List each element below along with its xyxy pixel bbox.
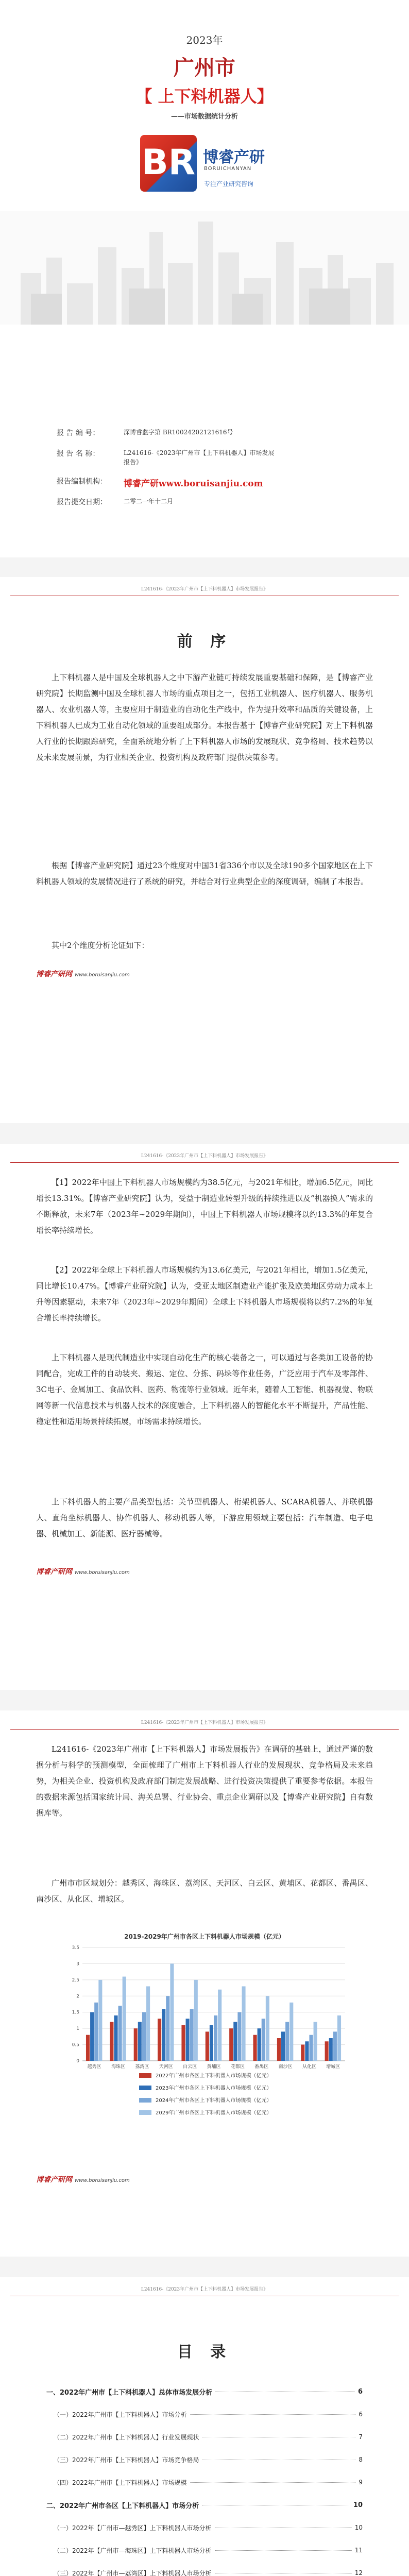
x-tick-label: 白云区 (183, 2064, 197, 2070)
bar (142, 2012, 146, 2061)
legend-label: 2024年广州市各区上下料机器人市场规模（亿元） (156, 2098, 272, 2104)
bar (194, 1980, 198, 2061)
legend-swatch (139, 2086, 151, 2090)
x-tick-label: 越秀区 (87, 2064, 101, 2070)
toc-entry-text: 一、2022年广州市【上下料机器人】总体市场发展分析 (46, 2388, 213, 2397)
bar (289, 2003, 293, 2061)
cover-city: 广州市 (174, 56, 235, 80)
running-header: L241616-《2023年广州市【上下料机器人】市场发展报告》 (10, 583, 399, 596)
body-paragraph: 广州市市区域划分：越秀区、海珠区、荔湾区、天河区、白云区、黄埔区、花都区、番禺区、南沙区、从化区、增城区。 (36, 1878, 373, 1904)
watermark-url[interactable]: www.boruisanjiu.com (74, 972, 130, 978)
region-page (0, 1710, 409, 2257)
watermark-url[interactable]: www.boruisanjiu.com (74, 1570, 130, 1575)
toc-page (0, 2277, 409, 2576)
body-paragraph: 上下料机器人是现代制造业中实现自动化生产的核心装备之一，可以通过与各类加工设备的协同配合，完成工件的自动装夹、搬运、定位、分拣、码垛等作业任务，广泛应用于汽车及零部件、3C电子、金属加工、食品饮料、医药、物流等行业领域。近年来，随着人工智能、机器视觉、物联网等新一代信息技术与机器人技术的深度融合，上下料机器人的智能化水平不断提升，产品性能、稳定性和适用场景持续拓展，市场需求持续增长。 (36, 1353, 373, 1426)
bar (123, 1977, 126, 2061)
bar (214, 2015, 217, 2061)
toc-entry[interactable] (46, 2494, 363, 2516)
body-paragraph: 上下料机器人的主要产品类型包括：关节型机器人、桁架机器人、SCARA机器人、并联机器人、直角坐标机器人、协作机器人、移动机器人等，下游应用领域主要包括：汽车制造、电子电器、机械加工、新能源、医疗器械等。 (36, 1497, 373, 1538)
info-label: 报告编制机构： (57, 478, 107, 486)
watermark-url[interactable]: www.boruisanjiu.com (74, 2178, 130, 2183)
toc-entry[interactable] (46, 2380, 363, 2403)
x-tick-label: 从化区 (302, 2064, 316, 2070)
info-value: 二零二一年十二月 (124, 498, 174, 505)
bar (170, 1963, 174, 2061)
footer-watermark (36, 969, 130, 979)
bar (325, 2041, 329, 2061)
legend-swatch (139, 2110, 151, 2115)
x-tick-label: 黄埔区 (207, 2064, 221, 2070)
legend-label: 2022年广州市各区上下料机器人市场规模（亿元） (156, 2073, 272, 2079)
toc-entry-page: 12 (354, 2569, 363, 2576)
toc-entry-text: （四）2022年广州市【上下料机器人】市场规模 (54, 2479, 187, 2486)
x-tick-label: 增城区 (326, 2064, 340, 2070)
legend-label: 2023年广州市各区上下料机器人市场规模（亿元） (156, 2086, 272, 2091)
preface-title: 前 序 (177, 633, 232, 651)
bar (262, 2019, 265, 2061)
preface-paragraph: 上下料机器人是中国及全球机器人之中下游产业链可持续发展重要基础和保障，是【博睿产业研究院】长期监测中国及全球机器人市场的重点项目之一，包括工业机器人、医疗机器人、服务机器人、农业机器人等，主要应用于制造业的自动化生产线中，作为提升效率和品质的关键设备，上下料机器人已成为工业自动化领域的重要组成部分。本报告基于【博睿产业研究院】对上下料机器人行业的长期跟踪研究，全面系统地分析了上下料机器人市场的发展现状、竞争格局、技术趋势以及未来发展前景，为行业相关企业、投资机构及政府部门提供决策参考。 (36, 673, 373, 762)
toc-entry[interactable] (46, 2471, 363, 2494)
toc-leader (190, 2482, 356, 2483)
toc-entry[interactable] (46, 2448, 363, 2471)
toc-entry-page: 10 (353, 2501, 363, 2509)
bar (305, 2041, 309, 2061)
bar (110, 2022, 113, 2061)
info-label: 报 告 名 称： (57, 450, 100, 458)
body-paragraph: 【1】2022年中国上下料机器人市场规模约为38.5亿元，与2021年相比，增加6.5亿元，同比增长13.31%。【博睿产业研究院】认为，受益于制造业转型升级的持续推进以及“机器换人”需求的不断释放，未来7年（2023年~2029年期间），中国上下料机器人市场规模将以约13.3%的年复合增长率持续增长。 (36, 1178, 373, 1235)
toc-entry[interactable] (46, 2426, 363, 2448)
bar (190, 2009, 194, 2061)
bar (146, 1986, 150, 2061)
info-value[interactable]: 博睿产研www.boruisanjiu.com (124, 479, 263, 489)
watermark-text: 博睿产研网 (36, 2176, 72, 2184)
cover-year: 2023年 (186, 34, 223, 46)
bar (233, 2022, 237, 2061)
toc-leader (202, 2504, 350, 2505)
toc-entry-page: 11 (354, 2547, 363, 2554)
toc-entry-page: 6 (359, 2411, 363, 2418)
market-page (0, 1144, 409, 1690)
bar (218, 1990, 221, 2061)
bar (181, 2025, 185, 2061)
toc-entry-text: （三）2022年【广州市—荔湾区】上下料机器人市场分析 (54, 2569, 212, 2576)
logo-cn: 博睿产研 (203, 148, 265, 166)
preface-paragraph: 其中2个维度分析论证如下： (52, 941, 149, 950)
running-header: L241616-《2023年广州市【上下料机器人】市场发展报告》 (10, 2283, 399, 2296)
toc-leader (215, 2572, 352, 2573)
brand-logo (140, 135, 274, 202)
y-tick-label: 0.5 (72, 2042, 79, 2048)
legend-swatch (139, 2073, 151, 2078)
bar (138, 2022, 142, 2061)
bar (242, 1986, 245, 2061)
region-bar-chart (62, 1942, 350, 2143)
bar (94, 2003, 98, 2061)
y-tick-label: 1 (76, 2026, 79, 2032)
bar (166, 1996, 169, 2061)
bar (253, 2035, 257, 2061)
toc-leader (215, 2550, 352, 2551)
toc-entry[interactable] (46, 2562, 363, 2576)
legend-label: 2029年广州市各区上下料机器人市场规模（亿元） (156, 2110, 272, 2116)
toc-title: 目 录 (177, 2343, 232, 2361)
preface-page (0, 577, 409, 1123)
bar (186, 2019, 190, 2061)
logo-pinyin: BORUICHANYAN (204, 166, 252, 172)
y-tick-label: 2 (76, 1994, 79, 1999)
footer-watermark (36, 1566, 130, 1577)
chart-title: 2019-2029年广州市各区上下料机器人市场规模（亿元） (124, 1933, 285, 1940)
toc-list (46, 2380, 363, 2576)
bar (285, 2022, 289, 2061)
running-header: L241616-《2023年广州市【上下料机器人】市场发展报告》 (10, 1717, 399, 1730)
bar (337, 2015, 341, 2061)
toc-leader (215, 2527, 352, 2528)
bar (281, 2031, 285, 2061)
body-paragraph: L241616-《2023年广州市【上下料机器人】市场发展报告》在调研的基础上，通过严谨的数据分析与科学的预测模型，全面梳理了广州市上下料机器人行业的发展现状、竞争格局及未来趋势，为相关企业、投资机构及政府部门制定发展战略、进行投资决策提供了重要参考依据。本报告的数据来源包括国家统计局、海关总署、行业协会、重点企业调研以及【博睿产业研究院】自有数据库等。 (36, 1744, 373, 1818)
bar (118, 2006, 122, 2061)
bar (162, 2009, 165, 2061)
info-label: 报告提交日期： (57, 498, 107, 506)
info-value: L241616-《2023年广州市【上下料机器人】市场发展报告》 (124, 449, 275, 466)
x-tick-label: 天河区 (159, 2064, 173, 2070)
bar (229, 2028, 233, 2061)
bar (114, 2015, 117, 2061)
toc-entry-page: 6 (357, 2387, 363, 2396)
bar (301, 2045, 304, 2061)
bar (86, 2035, 90, 2061)
logo-mark (140, 135, 197, 192)
toc-entry-page: 10 (354, 2524, 363, 2531)
bar (134, 2028, 138, 2061)
bar (206, 2031, 209, 2061)
x-tick-label: 海珠区 (111, 2064, 126, 2070)
y-tick-label: 2.5 (72, 1977, 79, 1983)
running-header: L241616-《2023年广州市【上下料机器人】市场发展报告》 (10, 1150, 399, 1163)
y-tick-label: 3.5 (72, 1945, 79, 1951)
toc-entry-text: （三）2022年广州市【上下料机器人】市场竞争格局 (54, 2456, 199, 2464)
toc-entry-text: （一）2022年广州市【上下料机器人】市场分析 (54, 2411, 187, 2418)
toc-entry-text: 二、2022年广州市各区【上下料机器人】市场分析 (46, 2502, 199, 2510)
toc-entry[interactable] (46, 2516, 363, 2539)
bar (90, 2012, 94, 2061)
info-value: 深博睿监字第 BR10024202121616号 (124, 429, 233, 436)
x-tick-label: 花都区 (230, 2064, 245, 2070)
toc-leader (190, 2414, 356, 2415)
toc-entry-page: 7 (359, 2433, 363, 2441)
toc-entry-page: 8 (359, 2456, 363, 2463)
bar (309, 2035, 313, 2061)
y-tick-label: 0 (76, 2059, 79, 2064)
bar (314, 2022, 317, 2061)
toc-entry[interactable] (46, 2539, 363, 2562)
bar (98, 1980, 102, 2061)
cover-product: 【 上下料机器人】 (135, 87, 274, 106)
x-tick-label: 荔湾区 (135, 2064, 149, 2070)
watermark-text: 博睿产研网 (36, 1568, 72, 1576)
toc-entry-text: （一）2022年【广州市—越秀区】上下料机器人市场分析 (54, 2524, 212, 2532)
toc-leader (202, 2459, 356, 2460)
watermark-text: 博睿产研网 (36, 970, 72, 978)
bar (266, 1996, 269, 2061)
y-tick-label: 3 (76, 1961, 79, 1967)
logo-letters: BR (141, 142, 196, 183)
x-tick-label: 南沙区 (278, 2064, 293, 2070)
toc-entry-text: （二）2022年【广州市—海珠区】上下料机器人市场分析 (54, 2547, 212, 2554)
bar (333, 2031, 337, 2061)
bar (237, 2012, 241, 2061)
bar (277, 2038, 281, 2061)
bar (210, 2025, 213, 2061)
bar (329, 2038, 333, 2061)
toc-leader (202, 2436, 356, 2437)
toc-entry-text: （二）2022年广州市【上下料机器人】行业发展现状 (54, 2433, 199, 2441)
legend-swatch (139, 2098, 151, 2103)
preface-paragraph: 根据【博睿产业研究院】通过23个维度对中国31省336个市以及全球190多个国家地区在上下料机器人领域的发展情况进行了系统的研究，并结合对行业典型企业的深度调研，编制了本报告。 (36, 861, 373, 886)
body-paragraph: 【2】2022年全球上下料机器人市场规模约为13.6亿美元，与2021年相比，增加1.5亿美元，同比增长10.47%。【博睿产业研究院】认为，受亚太地区制造业产能扩张及欧美地区劳动力成本上升等因素驱动，未来7年（2023年~2029年期间）全球上下料机器人市场规模将以约7.2%的年复合增长率持续增长。 (36, 1265, 373, 1323)
logo-tagline: 专注产业研究咨询 (204, 180, 254, 188)
footer-watermark (36, 2174, 130, 2184)
y-tick-label: 1.5 (72, 2010, 79, 2015)
info-label: 报 告 编 号： (57, 429, 100, 437)
x-tick-label: 番禺区 (254, 2064, 269, 2070)
cover-subtitle: ——市场数据统计分析 (171, 113, 238, 121)
bar (258, 2028, 261, 2061)
toc-leader (215, 2391, 355, 2392)
bar (158, 2019, 161, 2061)
cover-page (0, 0, 409, 557)
toc-entry[interactable] (46, 2403, 363, 2426)
toc-entry-page: 9 (359, 2479, 363, 2486)
city-skyline-illustration (0, 211, 409, 325)
